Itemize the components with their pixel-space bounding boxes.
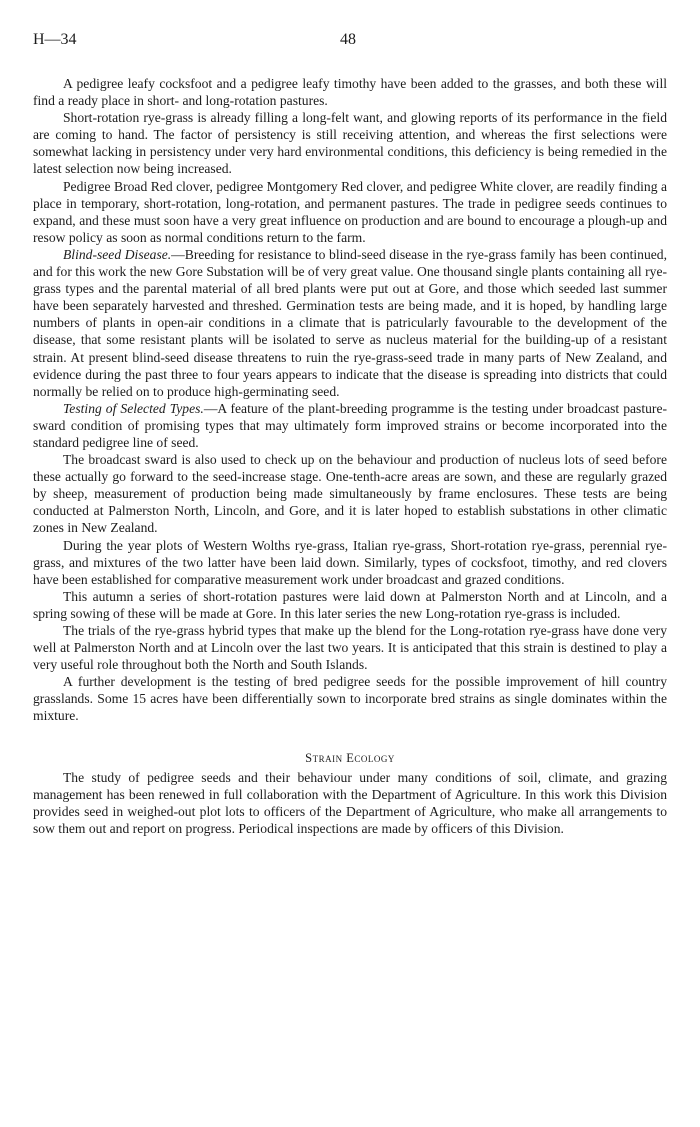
paragraph-short-rotation: Short-rotation rye-grass is already filling a long-felt want, and glowing reports of its performance in the field are coming to hand. The factor of persistency is still receiving attention, and whereas the first selections were somewhat lacking in persistency under very hard environmental conditions, this deficiency is being remedied in the latest selection now being increased. xyxy=(33,110,667,177)
paragraph-testing-selected-types xyxy=(33,400,667,451)
paragraph-hill-country: A further development is the testing of bred pedigree seeds for the possible improvement of hill country grasslands. Some 15 acres have been differentially sown to incorporate bred strains as single dominates within the mixture. xyxy=(33,674,667,724)
paragraph-pedigree-grasses: A pedigree leafy cocksfoot and a pedigree leafy timothy have been added to the grasses, and both these will find a ready place in short- and long-rotation pastures. xyxy=(33,76,667,109)
paragraph-year-plots: During the year plots of Western Wolths rye-grass, Italian rye-grass, Short-rotation rye-grass, perennial rye-grass, and mixtures of the two latter have been laid down. Similarly, types of cocksfoot, timothy, and red clovers have been established for comparative measurement work under broadcast and grazed conditions. xyxy=(33,537,667,587)
blind-seed-text: —Breeding for resistance to blind-seed disease in the rye-grass family has been continued, and for this work the new Gore Substation will be of very great value. One thousand single plants containing all rye-grass types and the parental material of all bred plants were put out at Gore, and those which seeded last summer have been separately harvested and threshed. Germination tests are being made, and it is hoped, by handling large numbers of plants in open-air conditions in a climate that is patricularly favourable to the development of the disease, that some resistant plants will be isolated to serve as nucleus material for the building-up of a resistant strain. At present blind-seed disease threatens to ruin the rye-grass-seed trade in many parts of New Zealand, and evidence during the past three to four years appears to indicate that the disease is spreading into districts that could normally be relied on to produce high-germinating seed. xyxy=(33,246,667,399)
document-page xyxy=(33,30,667,837)
paragraph-autumn-series: This autumn a series of short-rotation pastures were laid down at Palmerston North and at Lincoln, and a spring sowing of these will be made at Gore. In this later series the new Long-rotation rye-grass is included. xyxy=(33,588,667,621)
paragraph-pedigree-clovers: Pedigree Broad Red clover, pedigree Montgomery Red clover, and pedigree White clover, are readily finding a place in temporary, short-rotation, long-rotation, and permanent pastures. The trade in pedigree seeds continues to expand, and these must soon have a very great influence on production and are bound to encourage a plough-up and resow policy as soon as normal conditions return to the farm. xyxy=(33,178,667,245)
document-reference: H—34 xyxy=(33,31,77,48)
page-number: 48 xyxy=(340,31,356,48)
paragraph-broadcast-sward: The broadcast sward is also used to check up on the behaviour and production of nucleus lots of seed before these actually go forward to the seed-increase stage. One-tenth-acre areas are sown, and these are regularly grazed by sheep, measurement of production being made simultaneously by frame enclosures. These tests are being conducted at Palmerston North, Lincoln, and Gore, and it is later hoped to establish substations in other climatic zones in New Zealand. xyxy=(33,452,667,536)
blind-seed-lead: Blind-seed Disease. xyxy=(63,246,172,262)
page-header xyxy=(33,30,667,54)
testing-types-text: —A feature of the plant-breeding programme is the testing under broadcast pasture-sward condition of promising types that may ultimately form improved strains or become incorporated into the standard pedigree line of seed. xyxy=(33,400,668,450)
paragraph-blind-seed-disease xyxy=(33,246,667,400)
body-text xyxy=(33,75,667,837)
testing-types-lead: Testing of Selected Types. xyxy=(63,400,204,416)
paragraph-hybrid-trials: The trials of the rye-grass hybrid types that make up the blend for the Long-rotation rye-grass have done very well at Palmerston North and at Lincoln over the last two years. It is anticipated that this strain is destined to play a very useful role throughout both the North and South Islands. xyxy=(33,623,667,673)
paragraph-strain-ecology: The study of pedigree seeds and their behaviour under many conditions of soil, climate, and grazing management has been renewed in full collaboration with the Department of Agriculture. In this work this Division provides seed in weighed-out plot lots to officers of the Department of Agriculture, who make all arrangements to sow them out and report on progress. Periodical inspections are made by officers of this Division. xyxy=(33,769,667,836)
section-heading-strain-ecology: Strain Ecology xyxy=(305,750,395,765)
